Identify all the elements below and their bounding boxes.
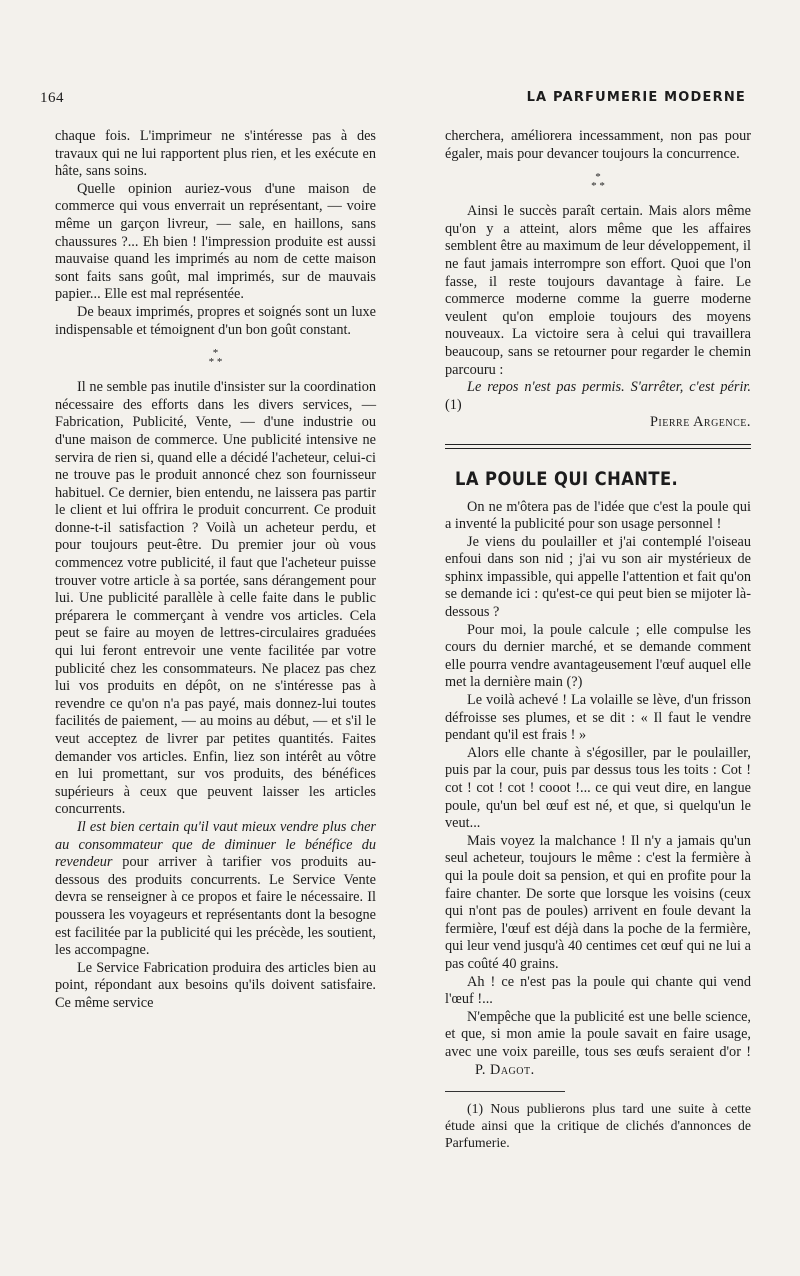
paragraph: Il ne semble pas inutile d'insister sur la coordination nécessaire des efforts dans les divers services, — Fabrication, Publicité, Vente, — d'une industrie ou d'une maison de commerce. Une publicité intensive ne servira de rien si, quand elle a décidé l'acheteur, celui-ci ne trouve pas le produit annoncé chez son fournisseur habituel. Ce dernier, bien entendu, ne laissera pas partir le client et lui offrira le produit concurrent. Ce produit donne-t-il satisfaction ? Voilà un acheteur perdu, et pour toujours peut-être. Du premier jour où vous commencez votre publicité, il faut que l'acheteur puisse trouver votre article à sa portée, sans dérangement pour lui. Une publicité parallèle à celle faite dans le public préparera le commerçant à vendre vos articles. Cela peut se faire au moyen de lettres-circulaires graduées qui lui feront entrevoir une vente facilitée par votre publicité chez les consommateurs. Ne placez pas chez lui vos produits en dépôt, on ne s'intéresse pas à revendre ce qu'on n'a pas payé, mais donnez-lui toutes facilités de paiement, — au moins au début, — et s'il le veut acceptez de livrer par petites quantités. Faites demander vos articles. Enfin, liez son intérêt au vôtre en lui promettant, sur vos produits, des bénéfices supérieurs à ceux que peuvent laisser les articles concurrents. <box>55 379 376 818</box>
paragraph <box>55 819 376 960</box>
paragraph: Quelle opinion auriez-vous d'une maison de commerce qui vous enverrait un représentant, — voire même un garçon livreur, — sale, en haillons, sans chaussures ?... Eh bien ! l'impression produite est aussi mauvaise quand les imprimés au nom de cette maison sont faits sans goût, mal imprimés, sur de mauvais papier... Elle est mal représentée. <box>55 180 376 303</box>
paragraph: Ah ! ce n'est pas la poule qui chante qui vend l'œuf !... <box>445 973 751 1008</box>
paragraph: Alors elle chante à s'égosiller, par le poulailler, puis par la cour, puis par dessus tous les toits : Cot ! cot ! cot ! cot ! cooot !... ce qui veut dire, en langue poule, qu'un bel œuf est né, et que, si quelqu'un le veut... <box>445 744 751 832</box>
article-title: LA POULE QUI CHANTE. <box>455 467 679 490</box>
paragraph: Je viens du poulailler et j'ai contemplé l'oiseau enfoui dans son nid ; j'ai vu son air mystérieux de sphinx impassible, qui appelle l'attention et fait qu'on se demande ici : qu'est-ce qui peut bien se mijoter là-dessous ? <box>445 533 751 621</box>
left-column <box>55 128 376 1013</box>
quote-text: Le repos n'est pas permis. S'arrêter, c'est périr. <box>467 379 751 396</box>
paragraph: Pour moi, la poule calcule ; elle compulse les cours du dernier marché, et se demande comment elle pourra vendre avantageusement l'œuf auquel elle met la dernière main (?) <box>445 621 751 691</box>
paragraph: Le Service Fabrication produira des articles bien au point, répondant aux besoins qu'ils doivent satisfaire. Ce même service <box>55 959 376 1011</box>
right-column <box>445 128 751 1151</box>
paragraph-text: pour arriver à tarifier vos produits au-dessous des produits concurrents. Le Service Vente devra se renseigner à ce propos et faire le nécessaire. Il poussera les voyageurs et représentants dont la besogne est facilitée par la publicité qui les précède, les soutient, les accompagne. <box>55 854 376 959</box>
footnote-divider <box>445 1091 565 1092</box>
asterism-separator: * * * <box>591 171 605 193</box>
author-signature: Pierre Argence. <box>649 414 751 431</box>
paragraph: On ne m'ôtera pas de l'idée que c'est la poule qui a inventé la publicité pour son usage personnel ! <box>445 498 751 533</box>
closing-quote <box>445 379 751 414</box>
emphasis-text: Il est bien certain qu'il vaut mieux vendre plus cher au consommateur que de diminuer le bénéfice du revendeur <box>55 818 376 871</box>
author-signature: P. Dagot. <box>475 1061 535 1078</box>
paragraph: Mais voyez la malchance ! Il n'y a jamais qu'un seul acheteur, toujours le même : c'est la fermière à qui la poule doit sa pension, et qui en profite pour la faire chanter. De sorte que lorsque les voisins (ceux qui n'ont pas de poules) arrivent en foule devant la fermière, l'œuf est déjà dans la poche de la fermière, qui leur vend jusqu'à 40 centimes cet œuf qui ne lui a pas coûté 40 grains. <box>445 832 751 972</box>
footnote: (1) Nous publierons plus tard une suite à cette étude ainsi que la critique de clichés d'annonces de Parfumerie. <box>445 1101 751 1151</box>
paragraph: Le voilà achevé ! La volaille se lève, d'un frisson défroisse ses plumes, et se dit : « Il faut le vendre pendant qu'il est frais ! » <box>445 692 751 744</box>
running-header: LA PARFUMERIE MODERNE <box>526 90 746 105</box>
paragraph: De beaux imprimés, propres et soignés sont un luxe indispensable et témoignent d'un bon goût constant. <box>55 303 376 338</box>
asterism-separator: * * * <box>208 347 223 369</box>
paragraph: Ainsi le succès paraît certain. Mais alors même qu'on y a atteint, alors même que les affaires semblent être au maximum de leur développement, il ne faut jamais interrompre son effort. Quoi que l'on fasse, il reste toujours davantage à faire. Le commerce moderne comme la guerre moderne veulent qu'on emploie toujours des moyens nouveaux. La victoire sera à celui qui travaillera beaucoup, sans se retourner pour regarder le chemin parcouru : <box>445 203 751 378</box>
section-divider <box>445 444 751 449</box>
paragraph: chaque fois. L'imprimeur ne s'intéresse pas à des travaux qui ne lui rapportent plus rien, et les exécute en hâte, sans soins. <box>55 128 376 180</box>
paragraph <box>445 1009 751 1079</box>
footnote-ref: (1) <box>445 396 462 413</box>
page-number: 164 <box>40 90 64 106</box>
paragraph: cherchera, améliorera incessamment, non pas pour égaler, mais pour devancer toujours la concurrence. <box>445 128 751 162</box>
signature-line <box>445 414 751 432</box>
paragraph-text: N'empêche que la publicité est une belle science, et que, si mon amie la poule savait en faire usage, avec une voix pareille, tous ses œufs seraient d'or ! <box>445 1008 751 1060</box>
